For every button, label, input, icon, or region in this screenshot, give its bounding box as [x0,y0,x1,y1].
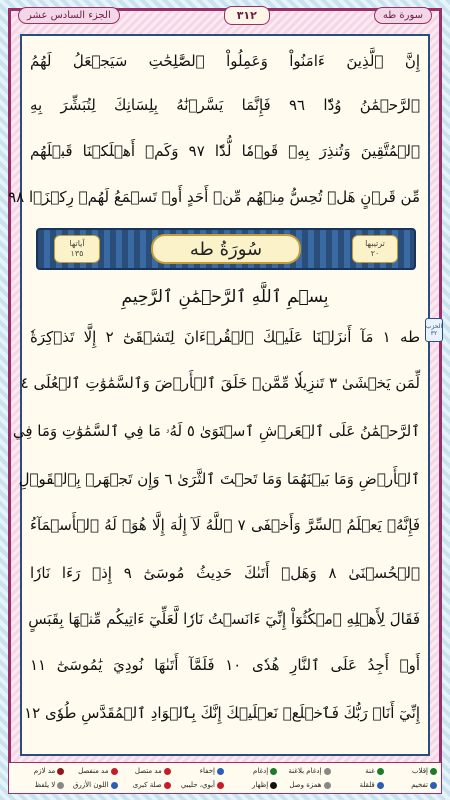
basmala: بِسۡمِ ٱللَّهِ ٱلرَّحۡمَٰنِ ٱلرَّحِيمِ [121,287,329,307]
page-number: ٣١٢ [224,6,270,25]
legend-item [226,764,277,778]
legend-item [120,764,171,778]
quran-line: طه ١ مَآ أَنزَلۡنَا عَلَيۡكَ ٱلۡقُرۡءَانَ لِتَشۡقَىٰٓ ٢ إِلَّا تَذۡكِرَةٗ [30,328,421,346]
legend-item [333,778,384,792]
legend-label: أبوي، حليبي [180,781,215,789]
legend-color-dot [430,768,437,775]
juz-label: الجزء السادس عشر [18,7,120,24]
surah-title: سُورَةُ طه [151,234,301,264]
legend-item [66,778,117,792]
legend-label: لا يلفظ [34,781,56,789]
legend-color-dot [377,782,384,789]
legend-item [226,778,277,792]
legend-color-dot [217,768,224,775]
legend-color-dot [217,782,224,789]
legend-color-dot [164,782,171,789]
quran-line: إِنَّ ٱلَّذِينَ ءَامَنُواْ وَعَمِلُواْ ٱلصَّٰلِحَٰتِ سَيَجۡعَلُ لَهُمُ [30,52,420,70]
ayah-count-label: آياتها [69,239,85,248]
hizb-label: الحزب [425,323,443,330]
quran-line: لِّمَن يَخۡشَىٰ ٣ تَنزِيلٗا مِّمَّنۡ خَلَقَ ٱلۡأَرۡضَ وَٱلسَّمَٰوَٰتِ ٱلۡعُلَى ٤ [20,374,420,392]
legend-item [66,764,117,778]
legend-item [173,778,224,792]
legend-label: إخفاء [199,767,215,775]
legend-color-dot [430,782,437,789]
legend-color-dot [57,768,64,775]
legend-label: غنة [365,767,375,775]
quran-line: ٱلرَّحۡمَٰنُ وُدّٗا ٩٦ فَإِنَّمَا يَسَّرۡنَٰهُ بِلِسَانِكَ لِتُبَشِّرَ بِهِ [30,96,420,114]
legend-item [386,764,437,778]
hizb-marker [425,318,443,342]
legend-item [173,764,224,778]
legend-color-dot [324,768,331,775]
legend-label: مد متصل [134,767,162,775]
legend-color-dot [270,768,277,775]
legend-label: إدغام بلاغنة [288,767,322,775]
legend-color-dot [111,768,118,775]
surah-label: سورة طه [374,7,432,24]
ayah-count-value: ١٣٥ [70,249,84,258]
legend-item [13,778,64,792]
legend-label: إدغام [253,767,269,775]
quran-line: مِّن قَرۡنٍ هَلۡ تُحِسُّ مِنۡهُم مِّنۡ أَحَدٍ أَوۡ تَسۡمَعُ لَهُمۡ رِكۡزَۢا ٩٨ [8,188,420,206]
legend-item [13,764,64,778]
legend-item [279,764,330,778]
legend-label: صلة كبرى [132,781,162,789]
legend-color-dot [111,782,118,789]
page-header [0,0,450,30]
quran-line: ٱلۡمُتَّقِينَ وَتُنذِرَ بِهِۦ قَوۡمٗا لُّدّٗا ٩٧ وَكَمۡ أَهۡلَكۡنَا قَبۡلَهُم [30,142,420,160]
surah-order-value: ٢٠ [370,249,380,258]
tajweed-legend [8,762,442,794]
legend-label: همزة وصل [289,781,322,789]
surah-order-box [352,235,398,263]
hizb-number: ٣٢ [430,330,438,337]
legend-label: تفخيم [411,781,428,789]
legend-color-dot [270,782,277,789]
legend-color-dot [324,782,331,789]
legend-label: مد لازم [33,767,56,775]
legend-item [279,778,330,792]
legend-label: مد منفصل [78,767,109,775]
surah-order-label: ترتيبها [365,239,385,248]
legend-color-dot [377,768,384,775]
legend-color-dot [57,782,64,789]
legend-label: إقلاب [411,767,428,775]
quran-line: ٱلۡحُسۡنَىٰ ٨ وَهَلۡ أَتَىٰكَ حَدِيثُ مُوسَىٰٓ ٩ إِذۡ رَءَا نَارٗا [30,564,420,582]
legend-label: اللون الأزرق [72,781,109,789]
quran-line: فَقَالَ لِأَهۡلِهِ ٱمۡكُثُوٓاْ إِنِّيٓ ءَانَسۡتُ نَارٗا لَّعَلِّيٓ ءَاتِيكُم مِّنۡهَا بِقَبَسٍ [28,610,420,628]
quran-line: ٱلرَّحۡمَٰنُ عَلَى ٱلۡعَرۡشِ ٱسۡتَوَىٰ ٥ لَهُۥ مَا فِي ٱلسَّمَٰوَٰتِ وَمَا فِي [12,422,420,440]
quran-line: إِنِّيٓ أَنَا۠ رَبُّكَ فَٱخۡلَعۡ نَعۡلَيۡكَ إِنَّكَ بِٱلۡوَادِ ٱلۡمُقَدَّسِ طُوٗى ١٢ [24,704,420,722]
legend-label: قلقلة [359,781,375,789]
quran-line: فَإِنَّهُۥ يَعۡلَمُ ٱلسِّرَّ وَأَخۡفَى ٧ ٱللَّهُ لَآ إِلَٰهَ إِلَّا هُوَۖ لَهُ ٱلۡأَسۡمَآءُ [30,516,421,534]
quran-line: أَوۡ أَجِدُ عَلَى ٱلنَّارِ هُدٗى ١٠ فَلَمَّآ أَتَىٰهَا نُودِيَ يَٰمُوسَىٰٓ ١١ [30,656,420,674]
legend-item [120,778,171,792]
legend-item [333,764,384,778]
legend-label: إظهار [251,781,269,789]
legend-item [386,778,437,792]
quran-line: ٱلۡأَرۡضِ وَمَا بَيۡنَهُمَا وَمَا تَحۡتَ ٱلثَّرَىٰ ٦ وَإِن تَجۡهَرۡ بِٱلۡقَوۡلِ [18,470,420,488]
legend-color-dot [164,768,171,775]
ayah-count-box [54,235,100,263]
surah-header [36,228,416,270]
